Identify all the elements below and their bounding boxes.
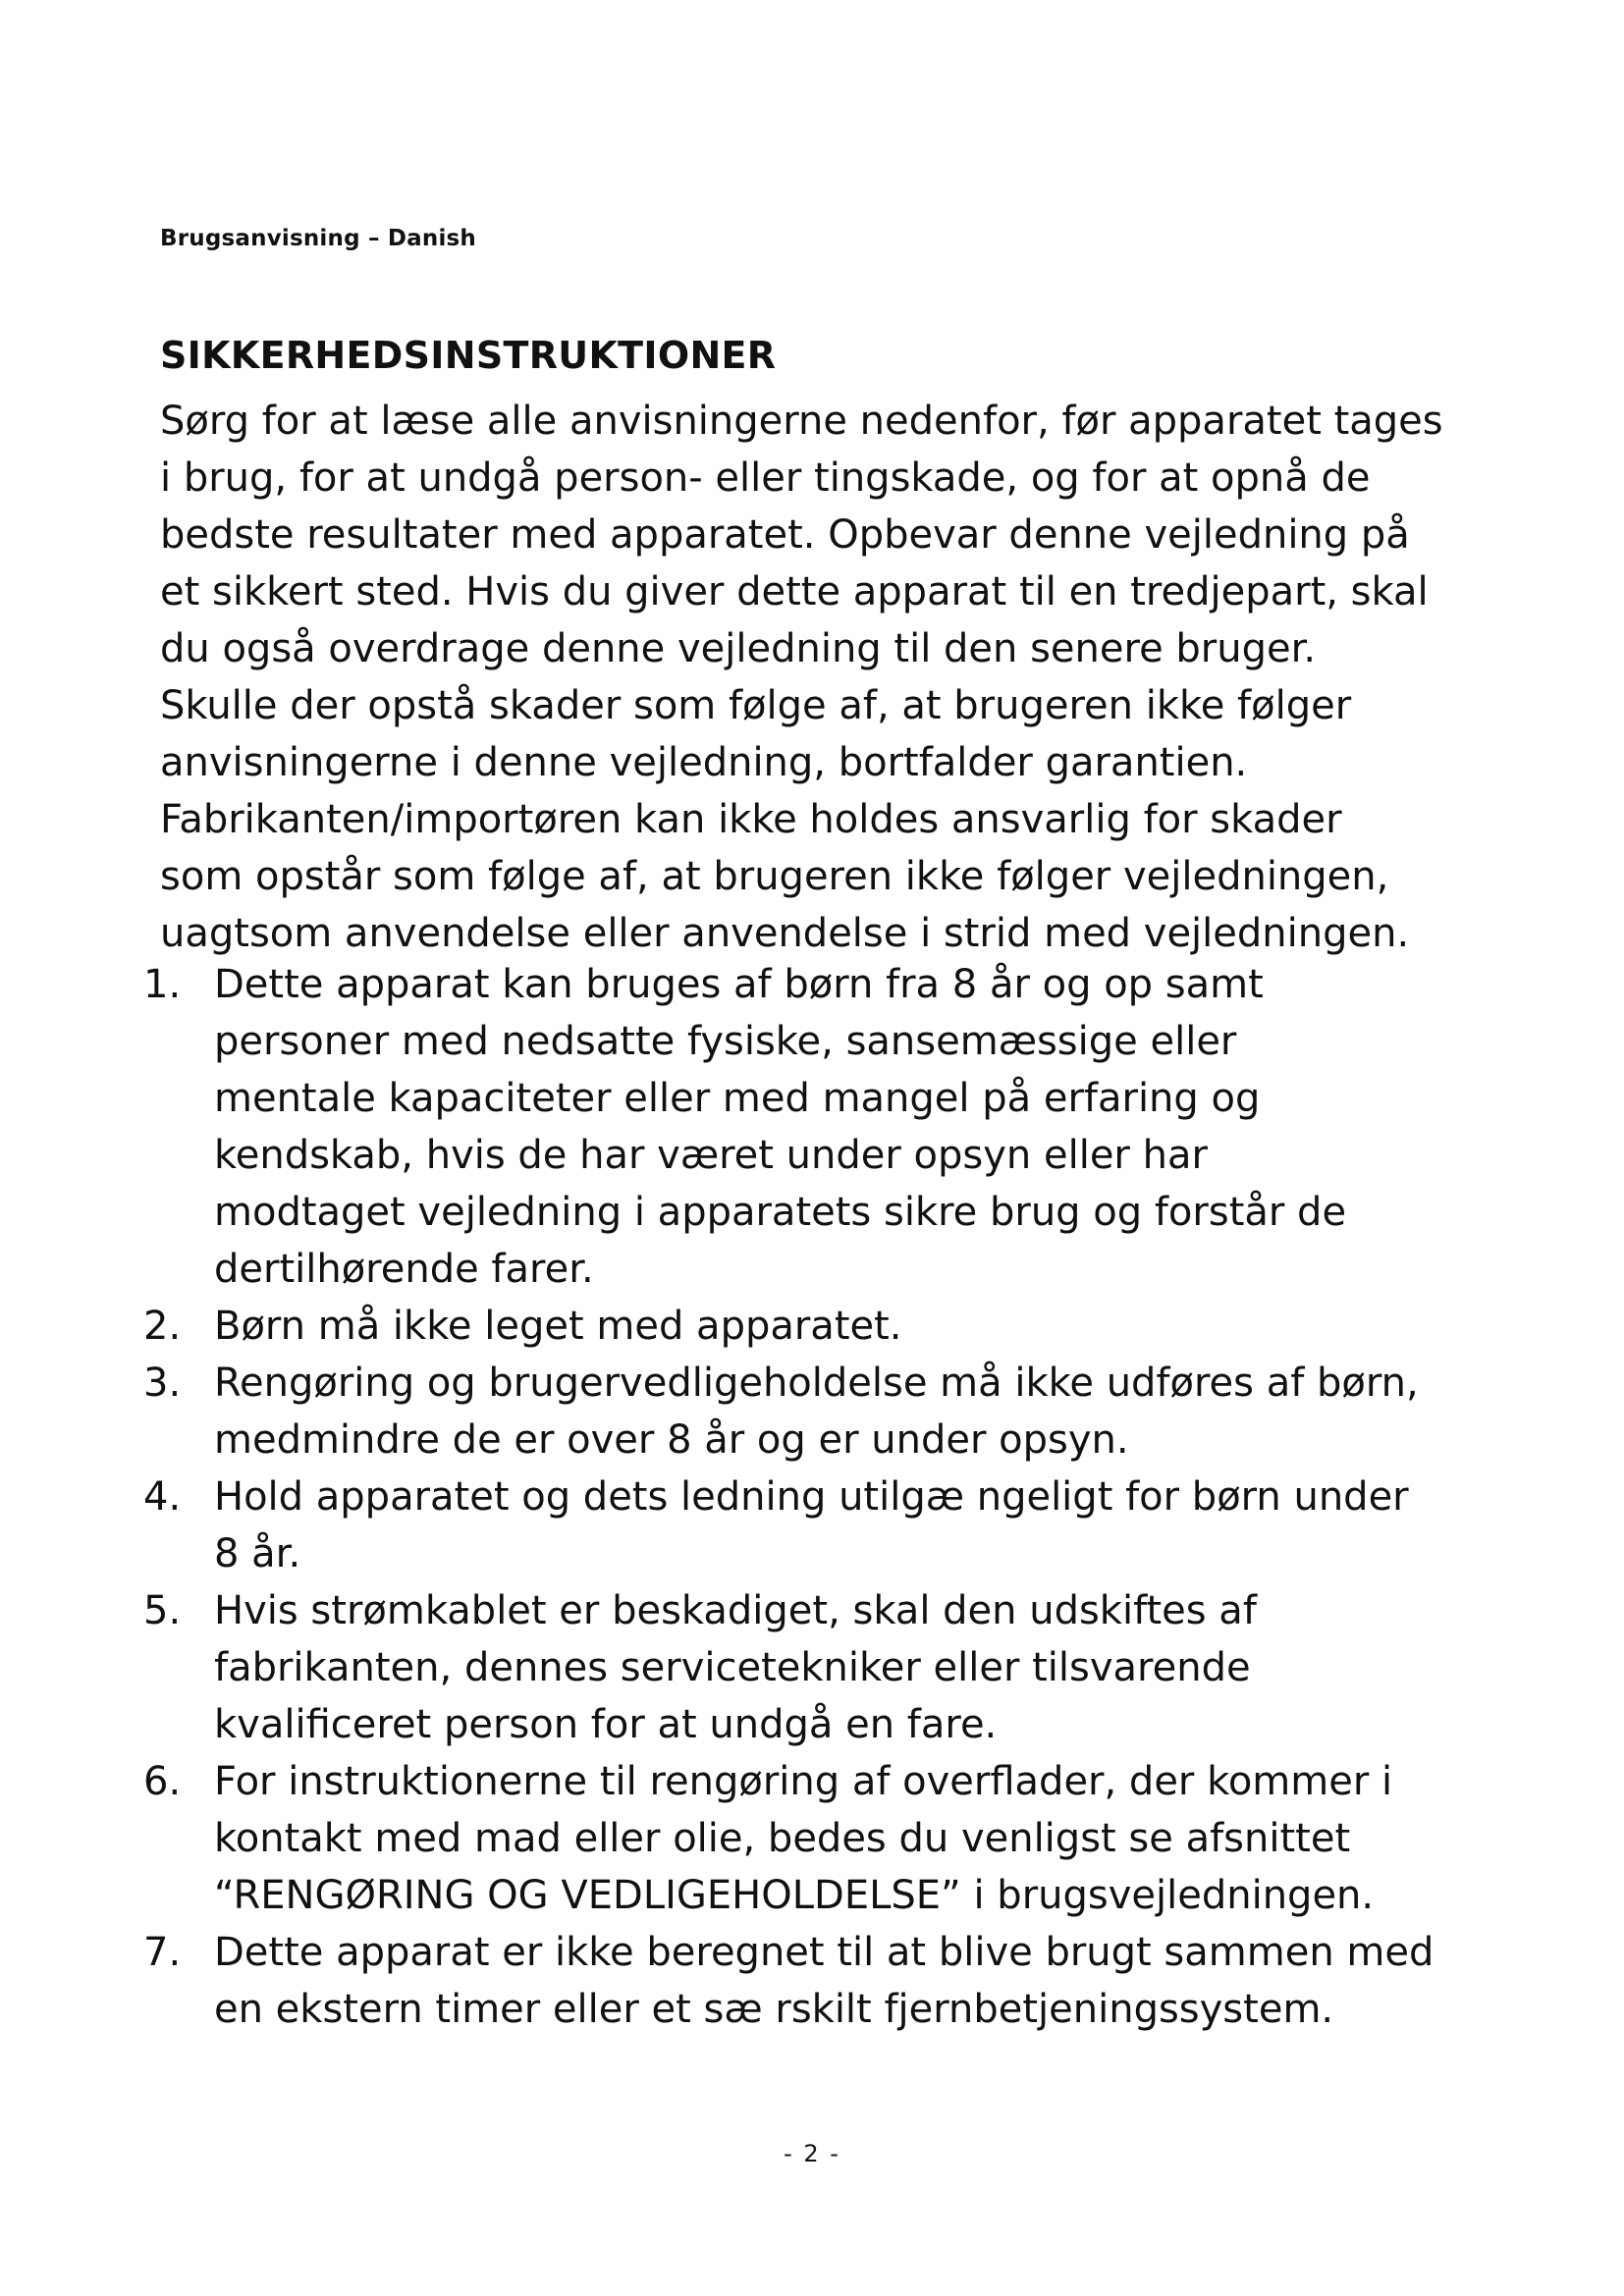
item-text	[214, 1753, 1538, 1924]
item-number: 4.	[143, 1474, 182, 1520]
item-line: kontakt med mad eller olie, bedes du venligst se afsnittet	[214, 1816, 1351, 1861]
item-number: 6.	[143, 1759, 182, 1804]
item-number: 7.	[143, 1930, 182, 1975]
item-line: en ekstern timer eller et sæ rskilt fjernbetjeningssystem.	[214, 1987, 1334, 2032]
intro-line: et sikkert sted. Hvis du giver dette apparat til en tredjepart, skal	[160, 569, 1429, 614]
intro-line: Skulle der opstå skader som følge af, at brugeren ikke følger	[160, 683, 1352, 728]
safety-instructions-list	[143, 956, 1538, 2038]
item-line: Børn må ikke leget med apparatet.	[214, 1304, 902, 1349]
item-line: medmindre de er over 8 år og er under opsyn.	[214, 1417, 1129, 1463]
list-item	[143, 1924, 1538, 2038]
item-number: 3.	[143, 1361, 182, 1406]
list-item	[143, 1355, 1538, 1468]
list-item	[143, 1582, 1538, 1753]
intro-line: du også overdrage denne vejledning til den senere bruger.	[160, 626, 1317, 671]
intro-line: uagtsom anvendelse eller anvendelse i strid med vejledningen.	[160, 911, 1410, 956]
intro-line: anvisningerne i denne vejledning, bortfalder garantien.	[160, 740, 1248, 785]
item-line: “RENGØRING OG VEDLIGEHOLDELSE” i brugsvejledningen.	[214, 1873, 1375, 1918]
intro-line: i brug, for at undgå person- eller tingskade, og for at opnå de	[160, 455, 1371, 501]
item-number: 5.	[143, 1588, 182, 1633]
item-line: modtaget vejledning i apparatets sikre brug og forstår de	[214, 1190, 1347, 1235]
item-line: Rengøring og brugervedligeholdelse må ikke udføres af børn,	[214, 1361, 1419, 1406]
item-line: Dette apparat kan bruges af børn fra 8 år og op samt	[214, 962, 1264, 1007]
item-text	[214, 1582, 1538, 1753]
item-text	[214, 1468, 1538, 1582]
item-line: 8 år.	[214, 1531, 301, 1576]
item-line: personer med nedsatte fysiske, sansemæssige eller	[214, 1019, 1237, 1064]
section-title: SIKKERHEDSINSTRUKTIONER	[160, 334, 777, 377]
list-item	[143, 1468, 1538, 1582]
intro-line: som opstår som følge af, at brugeren ikke følger vejledningen,	[160, 854, 1389, 899]
list-item	[143, 956, 1538, 1298]
item-line: kvalificeret person for at undgå en fare.	[214, 1702, 998, 1747]
item-text	[214, 956, 1538, 1298]
intro-line: bedste resultater med apparatet. Opbevar denne vejledning på	[160, 512, 1410, 558]
item-number: 2.	[143, 1304, 182, 1349]
page-number: - 2 -	[784, 2140, 840, 2167]
item-line: mentale kapaciteter eller med mangel på erfaring og	[214, 1076, 1261, 1121]
item-line: fabrikanten, dennes servicetekniker eller tilsvarende	[214, 1645, 1251, 1690]
item-line: Dette apparat er ikke beregnet til at blive brugt sammen med	[214, 1930, 1435, 1975]
item-line: kendskab, hvis de har været under opsyn eller har	[214, 1133, 1208, 1178]
item-text	[214, 1924, 1538, 2038]
item-line: dertilhørende farer.	[214, 1247, 594, 1292]
item-number: 1.	[143, 962, 182, 1007]
item-text	[214, 1355, 1538, 1468]
item-line: For instruktionerne til rengøring af overflader, der kommer i	[214, 1759, 1393, 1804]
item-line: Hvis strømkablet er beskadiget, skal den udskiftes af	[214, 1588, 1257, 1633]
intro-line: Sørg for at læse alle anvisningerne nedenfor, før apparatet tages	[160, 399, 1443, 444]
list-item	[143, 1753, 1538, 1924]
intro-line: Fabrikanten/importøren kan ikke holdes ansvarlig for skader	[160, 797, 1342, 842]
intro-paragraph	[160, 393, 1515, 962]
item-line: Hold apparatet og dets ledning utilgæ ngeligt for børn under	[214, 1474, 1409, 1520]
item-text	[214, 1298, 1538, 1355]
page-header: Brugsanvisning – Danish	[160, 226, 477, 251]
list-item	[143, 1298, 1538, 1355]
